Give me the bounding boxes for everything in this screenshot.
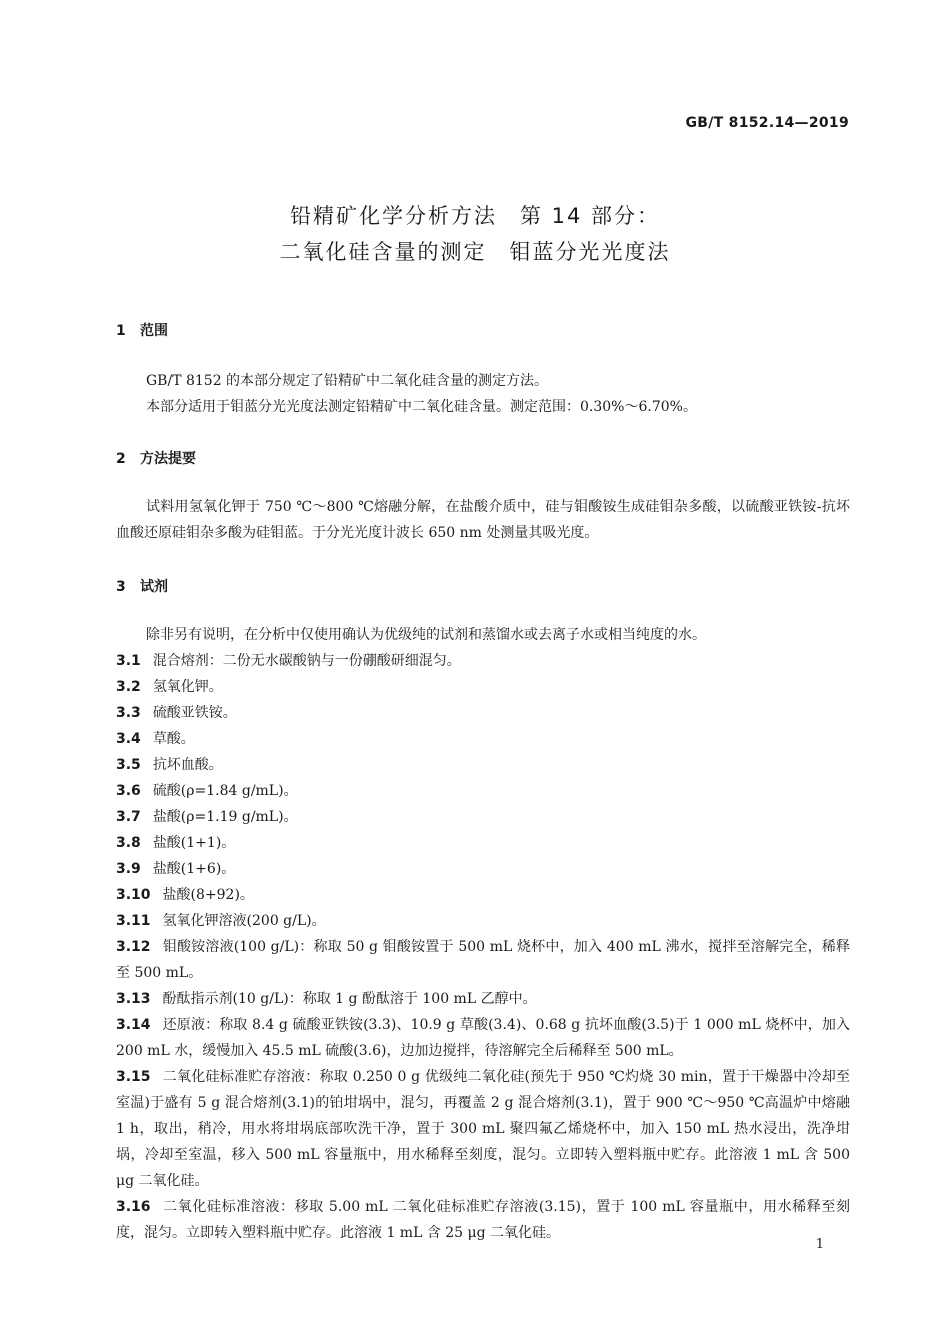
item-number: 3.1 — [116, 653, 141, 669]
item-number: 3.9 — [116, 861, 141, 877]
item-text: 二氧化硅标准溶液：移取 5.00 mL 二氧化硅标准贮存溶液(3.15)，置于 100 mL 容量瓶中，用水稀释至刻度，混匀。立即转入塑料瓶中贮存。此溶液 1 mL 含 25 μg 二氧化硅。 — [116, 1199, 850, 1241]
document-title-line2: 二氧化硅含量的测定 钼蓝分光光度法 — [279, 240, 671, 264]
item-number: 3.13 — [116, 991, 151, 1007]
item-number: 3.4 — [116, 731, 141, 747]
item-text: 硫酸亚铁铵。 — [152, 705, 237, 721]
reagent-item — [116, 1194, 850, 1246]
section-heading-principle — [116, 448, 196, 468]
paragraph: GB/T 8152 的本部分规定了铅精矿中二氧化硅含量的测定方法。 — [146, 373, 549, 389]
standard-code: GB/T 8152.14—2019 — [685, 115, 849, 131]
item-text: 盐酸(8+92)。 — [162, 887, 254, 903]
section-title: 试剂 — [140, 579, 168, 595]
item-number: 3.2 — [116, 679, 141, 695]
item-number: 3.8 — [116, 835, 141, 851]
item-text: 盐酸(1+1)。 — [152, 835, 236, 851]
paragraph: 试料用氢氧化钾于 750 ℃～800 ℃熔融分解，在盐酸介质中，硅与钼酸铵生成硅钼杂多酸，以硫酸亚铁铵-抗坏血酸还原硅钼杂多酸为硅钼蓝。于分光光度计波长 650 nm 处测量其吸光度。 — [116, 499, 850, 541]
item-text: 盐酸(1+6)。 — [152, 861, 236, 877]
reagent-item — [116, 1064, 850, 1194]
item-text: 抗坏血酸。 — [152, 757, 223, 773]
item-text: 二氧化硅标准贮存溶液：称取 0.250 0 g 优级纯二氧化硅(预先于 950 ℃灼烧 30 min，置于干燥器中冷却至室温)于盛有 5 g 混合熔剂(3.1)的铂坩埚中，混匀，再覆盖 2 g 混合熔剂(3.1)，置于 900 ℃～950 ℃高温炉中熔融 1 h，取出，稍冷，用水将坩埚底部吹洗干净，置于 300 mL 聚四氟乙烯烧杯中，加入 150 mL 热水浸出，洗净坩埚，冷却至室温，移入 500 mL 容量瓶中，用水稀释至刻度，混匀。立即转入塑料瓶中贮存。此溶液 1 mL 含 500 μg 二氧化硅。 — [116, 1069, 850, 1189]
reagent-item — [116, 908, 850, 934]
reagent-item — [116, 648, 850, 674]
reagent-item — [116, 1012, 850, 1064]
reagent-item — [116, 700, 850, 726]
item-text: 酚酞指示剂(10 g/L)：称取 1 g 酚酞溶于 100 mL 乙醇中。 — [162, 991, 537, 1007]
reagent-item — [116, 778, 850, 804]
item-text: 氢氧化钾溶液(200 g/L)。 — [162, 913, 326, 929]
section-title: 方法提要 — [140, 451, 196, 467]
item-text: 混合熔剂：二份无水碳酸钠与一份硼酸研细混匀。 — [152, 653, 461, 669]
item-number: 3.12 — [116, 939, 151, 955]
item-text: 钼酸铵溶液(100 g/L)：称取 50 g 钼酸铵置于 500 mL 烧杯中，加入 400 mL 沸水，搅拌至溶解完全，稀释至 500 mL。 — [116, 939, 850, 981]
item-number: 3.16 — [116, 1199, 151, 1215]
reagent-item — [116, 726, 850, 752]
section-number: 2 — [116, 451, 126, 467]
paragraph: 除非另有说明，在分析中仅使用确认为优级纯的试剂和蒸馏水或去离子水或相当纯度的水。 — [146, 627, 706, 643]
item-number: 3.7 — [116, 809, 141, 825]
document-title-line1: 铅精矿化学分析方法 第 14 部分： — [289, 204, 661, 228]
section-title: 范围 — [140, 323, 168, 339]
section-heading-scope — [116, 320, 168, 340]
item-text: 氢氧化钾。 — [152, 679, 223, 695]
reagent-item — [116, 934, 850, 986]
reagent-item — [116, 830, 850, 856]
item-number: 3.6 — [116, 783, 141, 799]
reagent-item — [116, 856, 850, 882]
item-text: 硫酸(ρ=1.84 g/mL)。 — [152, 783, 298, 799]
reagent-item — [116, 804, 850, 830]
reagent-item — [116, 674, 850, 700]
item-number: 3.15 — [116, 1069, 151, 1085]
item-text: 盐酸(ρ=1.19 g/mL)。 — [152, 809, 298, 825]
reagent-item — [116, 882, 850, 908]
item-text: 还原液：称取 8.4 g 硫酸亚铁铵(3.3)、10.9 g 草酸(3.4)、0.68 g 抗坏血酸(3.5)于 1 000 mL 烧杯中，加入 200 mL 水，缓慢加入 45.5 mL 硫酸(3.6)，边加边搅拌，待溶解完全后稀释至 500 mL。 — [116, 1017, 850, 1059]
section-heading-reagents — [116, 576, 168, 596]
reagent-item — [116, 986, 850, 1012]
item-text: 草酸。 — [152, 731, 195, 747]
item-number: 3.10 — [116, 887, 151, 903]
item-number: 3.14 — [116, 1017, 151, 1033]
section-number: 1 — [116, 323, 126, 339]
item-number: 3.11 — [116, 913, 151, 929]
paragraph: 本部分适用于钼蓝分光光度法测定铅精矿中二氧化硅含量。测定范围：0.30%～6.70%。 — [146, 399, 697, 415]
page-number: 1 — [815, 1237, 824, 1252]
section-number: 3 — [116, 579, 126, 595]
reagent-item — [116, 752, 850, 778]
item-number: 3.5 — [116, 757, 141, 773]
item-number: 3.3 — [116, 705, 141, 721]
